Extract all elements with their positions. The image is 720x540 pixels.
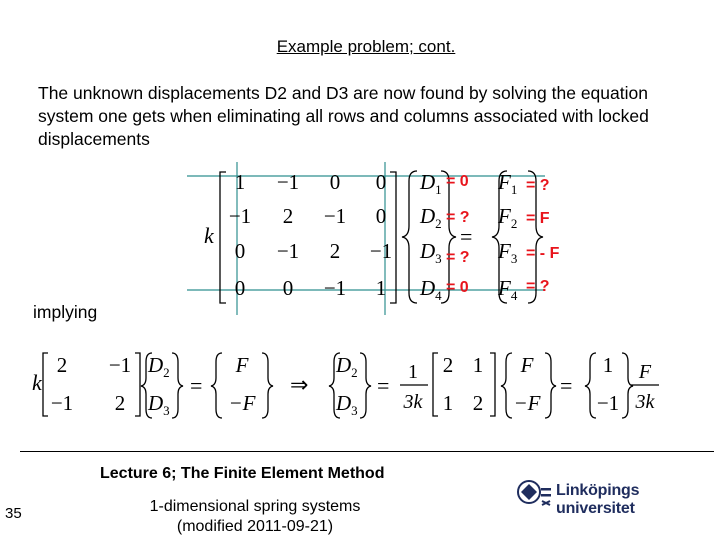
page-number: 35 [5, 505, 22, 522]
reduced-k: k [32, 370, 42, 395]
svg-text:F: F [520, 353, 534, 377]
implies-arrow: ⇒ [290, 373, 309, 398]
svg-text:3k: 3k [635, 391, 655, 413]
svg-text:−F: −F [228, 391, 256, 415]
svg-text:2: 2 [472, 391, 484, 415]
m-3-4: −1 [369, 239, 393, 263]
implying-label: implying [33, 302, 98, 322]
svg-text:=: = [377, 373, 390, 398]
svg-text:−F: −F [513, 391, 541, 415]
disp-annot-2: = ? [446, 209, 470, 226]
force-3: $F_3$ [498, 239, 518, 266]
svg-text:2: 2 [442, 353, 454, 377]
force-2: $F_2$ [498, 204, 518, 231]
disp-annot-3: = ? [446, 249, 470, 266]
reduced-force-vector [229, 353, 256, 415]
r-2-2: 2 [114, 391, 126, 415]
m-4-4: 1 [375, 276, 387, 300]
svg-text:1: 1 [408, 361, 418, 383]
svg-text:D2: $D_2$ [336, 353, 358, 380]
disp-2: $D_2$ [420, 204, 442, 231]
slide-title: Example problem; cont. [276, 37, 456, 56]
svg-text:1: 1 [442, 391, 454, 415]
svg-text:1: 1 [472, 353, 484, 377]
svg-text:F: F [235, 353, 249, 377]
m-1-3: 0 [329, 170, 341, 194]
system-equals: = [460, 224, 473, 249]
footer-subtitle-line-1: 1-dimensional spring systems [149, 498, 361, 515]
m-1-4: 0 [375, 170, 387, 194]
m-1-1: 1 [234, 170, 246, 194]
svg-text:1: 1 [602, 353, 614, 377]
r-1-2: −1 [108, 353, 132, 377]
reduced-disp-vector [147, 353, 170, 418]
footer-lecture-title: Lecture 6; The Finite Element Method [100, 465, 385, 482]
svg-text:F: F [638, 361, 652, 383]
force-annot-1: = ? [526, 177, 550, 194]
svg-text:D2: $D_2$ [148, 353, 170, 380]
svg-text:D3: $D_3$ [336, 391, 358, 418]
r-1-1: 2 [56, 353, 68, 377]
disp-4: $D_4$ [420, 276, 442, 303]
disp-3: $D_3$ [420, 239, 442, 266]
svg-text:=: = [190, 373, 203, 398]
m-4-3: −1 [323, 276, 347, 300]
m-2-4: 0 [375, 204, 387, 228]
disp-annot-4: = 0 [446, 279, 469, 296]
stiffness-k: k [204, 223, 214, 248]
force-1: $F_1$ [498, 170, 518, 197]
m-3-1: 0 [234, 239, 246, 263]
m-2-1: −1 [228, 204, 252, 228]
intro-paragraph: The unknown displacements D2 and D3 are now found by solving the equation system one gets when eliminating all rows and columns associated with locked displacements [38, 83, 649, 149]
m-2-3: −1 [323, 204, 347, 228]
reduced-left-bracket [43, 353, 48, 416]
result-vector [597, 353, 619, 415]
force-annot-3: = - F [526, 245, 560, 262]
university-logo-text: Linköpings universitet [556, 482, 640, 517]
force-4: $F_4$ [498, 276, 518, 303]
disp-1: $D_1$ [420, 170, 442, 197]
svg-text:D3: $D_3$ [148, 391, 170, 418]
reduced-right-bracket [135, 353, 140, 416]
force-annot-4: = ? [526, 278, 550, 295]
inverse-matrix [443, 353, 484, 415]
inverse-factor [400, 361, 428, 413]
m-4-2: 0 [282, 276, 294, 300]
svg-text:=: = [560, 373, 573, 398]
svg-text:−1: −1 [596, 391, 620, 415]
footer-subtitle [140, 497, 370, 537]
m-3-3: 2 [329, 239, 341, 263]
footer-subtitle-line-2: (modified 2011-09-21) [176, 518, 334, 535]
m-3-2: −1 [276, 239, 300, 263]
r-2-1: −1 [50, 391, 74, 415]
reduced-matrix [51, 353, 131, 415]
disp-annot-1: = 0 [446, 173, 469, 190]
result-factor [631, 361, 659, 413]
svg-text:3k: 3k [403, 391, 423, 413]
m-4-1: 0 [234, 276, 246, 300]
force-annot-2: = F [526, 210, 550, 227]
m-2-2: 2 [282, 204, 294, 228]
footer-divider [20, 451, 714, 452]
university-logo-icon [515, 478, 555, 508]
m-1-2: −1 [276, 170, 300, 194]
